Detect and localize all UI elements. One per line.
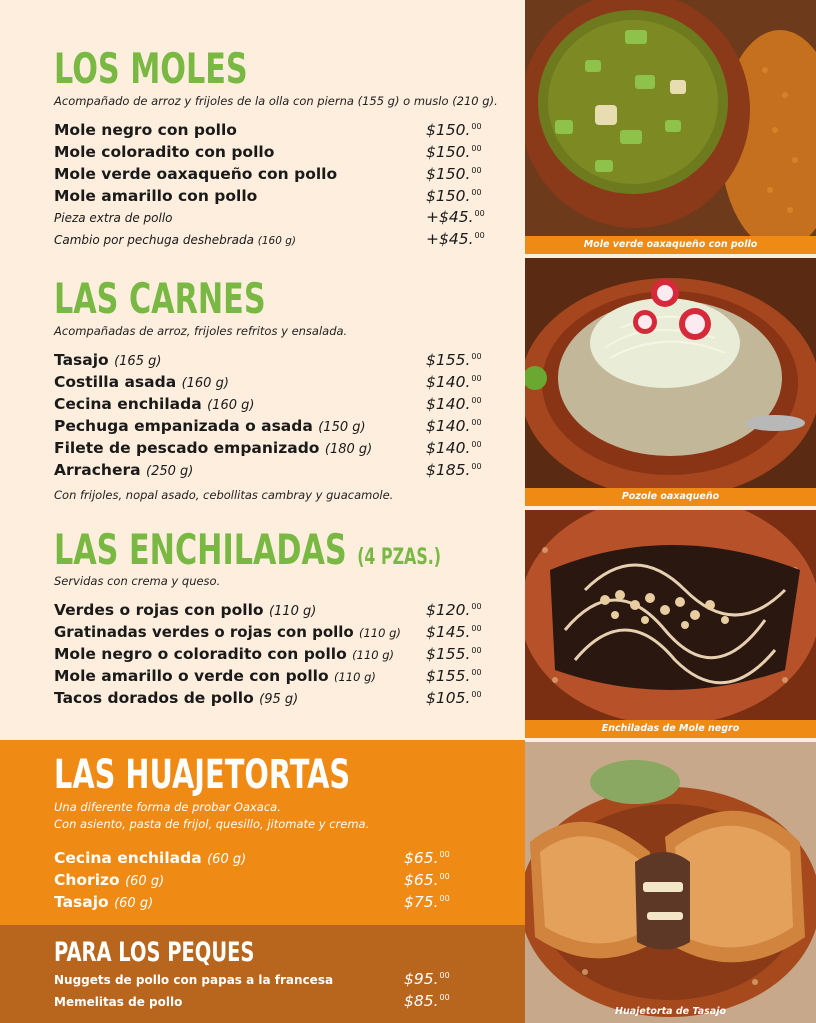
menu-item: Mole negro con pollo $150.00 — [54, 121, 482, 139]
enchiladas-subtitle: Servidas con crema y queso. — [54, 574, 221, 588]
menu-extra: Pieza extra de pollo +$45.00 — [54, 208, 485, 226]
huajetortas-subtitle: Con asiento, pasta de frijol, quesillo, jitomate y crema. — [54, 817, 370, 831]
menu-item: Tasajo (165 g) $155.00 — [54, 351, 482, 369]
enchiladas-title: LAS ENCHILADAS (4 PZAS.) — [54, 525, 441, 574]
menu-item: Mole verde oaxaqueño con pollo $150.00 — [54, 165, 482, 183]
menu-item: Mole negro o coloradito con pollo (110 g) $155.00 — [54, 645, 482, 663]
photo-caption: Mole verde oaxaqueño con pollo — [525, 236, 816, 254]
carnes-subtitle: Acompañadas de arroz, frijoles refritos y ensalada. — [54, 324, 348, 338]
photo-caption: Huajetorta de Tasajo — [615, 1006, 726, 1017]
enchiladas-photo — [525, 510, 816, 720]
moles-title: LOS MOLES — [54, 44, 248, 93]
menu-item: Pechuga empanizada o asada (150 g) $140.00 — [54, 417, 482, 435]
pozole-photo — [525, 258, 816, 488]
carnes-note: Con frijoles, nopal asado, cebollitas cambray y guacamole. — [54, 488, 394, 502]
menu-item: Mole coloradito con pollo $150.00 — [54, 143, 482, 161]
menu-item: Nuggets de pollo con papas a la francesa $95.00 — [54, 970, 450, 988]
menu-item: Filete de pescado empanizado (180 g) $140.00 — [54, 439, 482, 457]
menu-item: Memelitas de pollo $85.00 — [54, 992, 450, 1010]
photo-caption: Enchiladas de Mole negro — [525, 720, 816, 738]
moles-subtitle: Acompañado de arroz y frijoles de la olla con pierna (155 g) o muslo (210 g). — [54, 94, 498, 108]
menu-item: Arrachera (250 g) $185.00 — [54, 461, 482, 479]
menu-item: Gratinadas verdes o rojas con pollo (110 g) $145.00 — [54, 623, 482, 641]
menu-item: Tacos dorados de pollo (95 g) $105.00 — [54, 689, 482, 707]
menu-item: Mole amarillo con pollo $150.00 — [54, 187, 482, 205]
carnes-title: LAS CARNES — [54, 274, 266, 323]
menu-item: Cecina enchilada (60 g) $65.00 — [54, 849, 450, 867]
photo-caption: Pozole oaxaqueño — [525, 488, 816, 506]
menu-extra: Cambio por pechuga deshebrada (160 g) +$45.00 — [54, 230, 485, 248]
menu-item: Tasajo (60 g) $75.00 — [54, 893, 450, 911]
huajetorta-photo — [525, 742, 816, 1023]
huajetortas-subtitle: Una diferente forma de probar Oaxaca. — [54, 800, 281, 814]
huajetortas-title: LAS HUAJETORTAS — [54, 752, 351, 798]
menu-item: Costilla asada (160 g) $140.00 — [54, 373, 482, 391]
mole-verde-photo — [525, 0, 816, 236]
peques-title: PARA LOS PEQUES — [54, 937, 255, 968]
menu-item: Cecina enchilada (160 g) $140.00 — [54, 395, 482, 413]
menu-item: Verdes o rojas con pollo (110 g) $120.00 — [54, 601, 482, 619]
menu-item: Mole amarillo o verde con pollo (110 g) $155.00 — [54, 667, 482, 685]
menu-item: Chorizo (60 g) $65.00 — [54, 871, 450, 889]
